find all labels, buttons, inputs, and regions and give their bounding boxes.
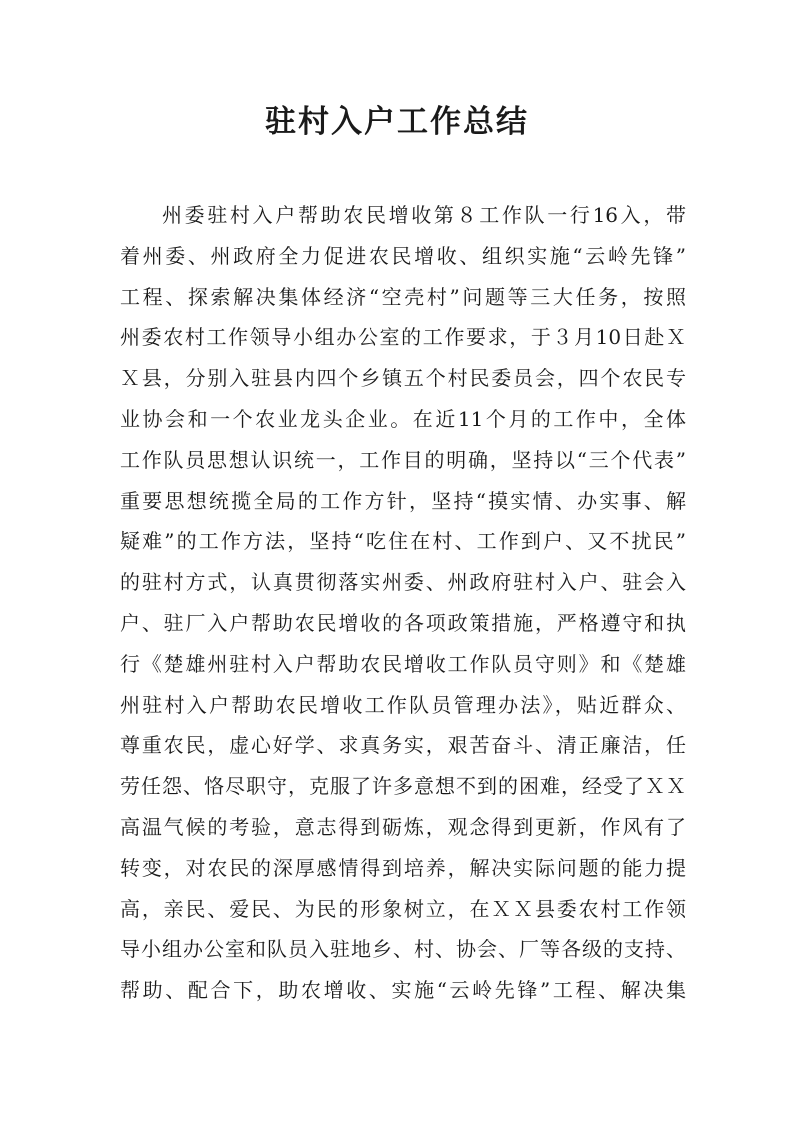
body-line: 户、驻厂入户帮助农民增收的各项政策措施，严格遵守和执 bbox=[120, 610, 686, 635]
body-line: Ｘ县，分别入驻县内四个乡镇五个村民委员会，四个农民专 bbox=[120, 366, 686, 391]
body-line: 高温气候的考验，意志得到砺炼，观念得到更新，作风有了 bbox=[120, 814, 686, 839]
body-line: 重要思想统揽全局的工作方针，坚持“摸实情、办实事、解 bbox=[120, 488, 686, 513]
document-title: 驻村入户工作总结 bbox=[265, 104, 529, 140]
body-line: 州委驻村入户帮助农民增收第８工作队一行16入，带 bbox=[162, 203, 686, 227]
body-line: 帮助、配合下，助农增收、实施“云岭先锋”工程、解决集 bbox=[120, 978, 686, 1003]
body-line: 着州委、州政府全力促进农民增收、组织实施“云岭先锋” bbox=[120, 243, 686, 268]
body-line: 导小组办公室和队员入驻地乡、村、协会、厂等各级的支持、 bbox=[120, 937, 686, 962]
body-line: 工程、探索解决集体经济“空壳村”问题等三大任务，按照 bbox=[120, 284, 686, 309]
body-line: 疑难”的工作方法，坚持“吃住在村、工作到户、又不扰民” bbox=[120, 529, 686, 554]
body-line: 尊重农民，虚心好学、求真务实，艰苦奋斗、清正廉洁，任 bbox=[120, 733, 686, 758]
body-line: 行《楚雄州驻村入户帮助农民增收工作队员守则》和《楚雄 bbox=[120, 651, 686, 676]
body-line: 高，亲民、爱民、为民的形象树立，在ＸＸ县委农村工作领 bbox=[120, 896, 686, 921]
document-body bbox=[120, 195, 686, 1011]
body-line: 转变，对农民的深厚感情得到培养，解决实际问题的能力提 bbox=[120, 855, 686, 880]
body-line: 州委农村工作领导小组办公室的工作要求，于３月10日赴Ｘ bbox=[120, 325, 686, 350]
body-line: 劳任怨、恪尽职守，克服了许多意想不到的困难，经受了ＸＸ bbox=[120, 774, 686, 799]
body-line: 工作队员思想认识统一，工作目的明确，坚持以“三个代表” bbox=[120, 447, 686, 472]
body-line: 业协会和一个农业龙头企业。在近11个月的工作中，全体 bbox=[120, 406, 686, 431]
body-line: 州驻村入户帮助农民增收工作队员管理办法》，贴近群众、 bbox=[120, 692, 686, 717]
body-line: 的驻村方式，认真贯彻落实州委、州政府驻村入户、驻会入 bbox=[120, 570, 686, 595]
